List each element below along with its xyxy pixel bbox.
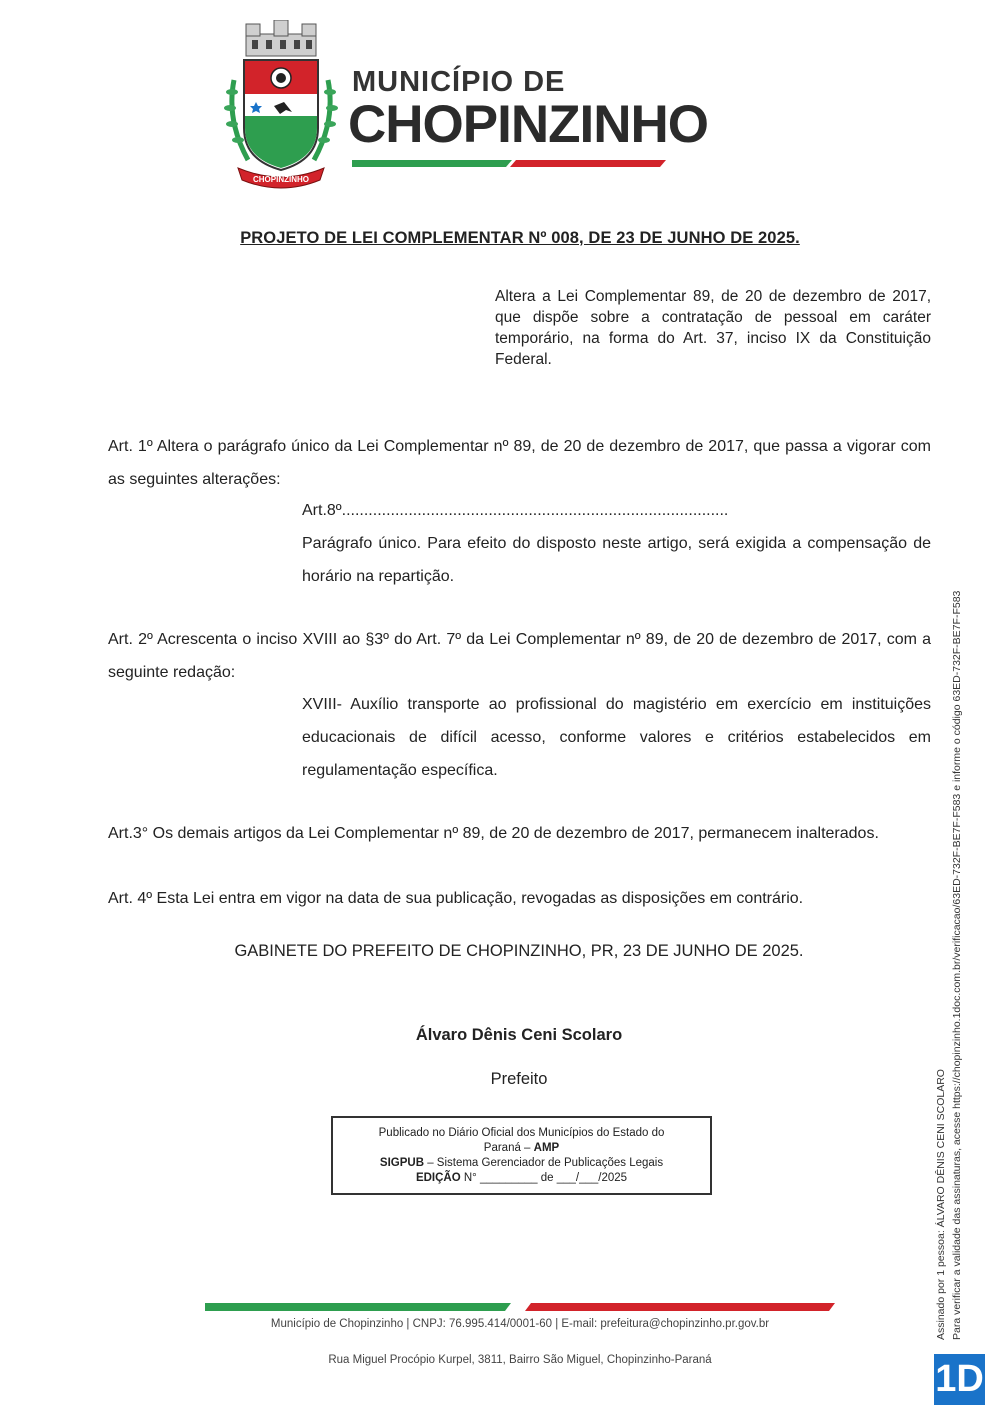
brand-name: CHOPINZINHO bbox=[348, 95, 708, 154]
signature-stamp-line-2: Para verificar a validade das assinaturas, acesse https://chopinzinho.1doc.com.br/verificacao/63ED-732F-BE7F-F583 e informe o código 63ED-732F-BE7F-F583 bbox=[951, 590, 963, 1340]
article-1-quote-body: Parágrafo único. Para efeito do disposto neste artigo, será exigida a compensação de horário na repartição. bbox=[302, 535, 931, 585]
footer-address: Rua Miguel Procópio Kurpel, 3811, Bairro São Miguel, Chopinzinho-Paraná bbox=[328, 1354, 712, 1366]
municipal-crest-logo bbox=[222, 20, 340, 190]
brand-color-stripe bbox=[352, 154, 666, 161]
signer-name: Álvaro Dênis Ceni Scolaro bbox=[415, 1026, 623, 1044]
publication-line-1: Publicado no Diário Oficial dos Municípios do Estado do bbox=[378, 1127, 665, 1139]
article-1-quote-head: Art.8º....................................................................................... bbox=[302, 502, 729, 519]
article-2-quote-body: XVIII- Auxílio transporte ao profissional do magistério em exercício em instituições educacionais de difícil acesso, conforme valores e critérios estabelecidos em regulamentação específica. bbox=[302, 696, 931, 779]
article-1: Art. 1º Altera o parágrafo único da Lei Complementar nº 89, de 20 de dezembro de 2017, que passa a vigorar com as seguintes alterações: bbox=[108, 438, 931, 488]
signature-stamp-line-1: Assinado por 1 pessoa: ÁLVARO DÊNIS CENI SCOLARO bbox=[935, 1069, 947, 1340]
1doc-logo-icon: 1D bbox=[934, 1354, 985, 1405]
publication-box bbox=[331, 1116, 712, 1195]
document-title: PROJETO DE LEI COMPLEMENTAR Nº 008, DE 23 DE JUNHO DE 2025. bbox=[240, 229, 800, 247]
footer-color-stripe bbox=[205, 1298, 835, 1306]
ementa-summary: Altera a Lei Complementar 89, de 20 de dezembro de 2017, que dispõe sobre a contratação de pessoal em caráter temporário, na forma do Art. 37, inciso IX da Constituição Federal. bbox=[495, 288, 931, 368]
publication-line-2: Paraná – AMP bbox=[483, 1142, 560, 1154]
brand-subtitle: MUNICÍPIO DE bbox=[352, 66, 566, 98]
closing-statement: GABINETE DO PREFEITO DE CHOPINZINHO, PR, 23 DE JUNHO DE 2025. bbox=[234, 942, 804, 960]
crest-ribbon-text: CHOPINZINHO bbox=[253, 175, 309, 184]
article-4: Art. 4º Esta Lei entra em vigor na data de sua publicação, revogadas as disposições em contrário. bbox=[108, 890, 804, 907]
article-2: Art. 2º Acrescenta o inciso XVIII ao §3º do Art. 7º da Lei Complementar nº 89, de 20 de dezembro de 2017, com a seguinte redação: bbox=[108, 631, 931, 681]
footer-contact: Município de Chopinzinho | CNPJ: 76.995.414/0001-60 | E-mail: prefeitura@chopinzinho.pr.gov.br bbox=[270, 1318, 770, 1330]
publication-line-4: EDIÇÃO N° _________ de ___/___/2025 bbox=[415, 1172, 628, 1184]
article-3: Art.3° Os demais artigos da Lei Complementar nº 89, de 20 de dezembro de 2017, permanecem inalterados. bbox=[108, 825, 879, 842]
signer-role: Prefeito bbox=[490, 1070, 548, 1088]
publication-line-3: SIGPUB – Sistema Gerenciador de Publicações Legais bbox=[379, 1157, 664, 1169]
